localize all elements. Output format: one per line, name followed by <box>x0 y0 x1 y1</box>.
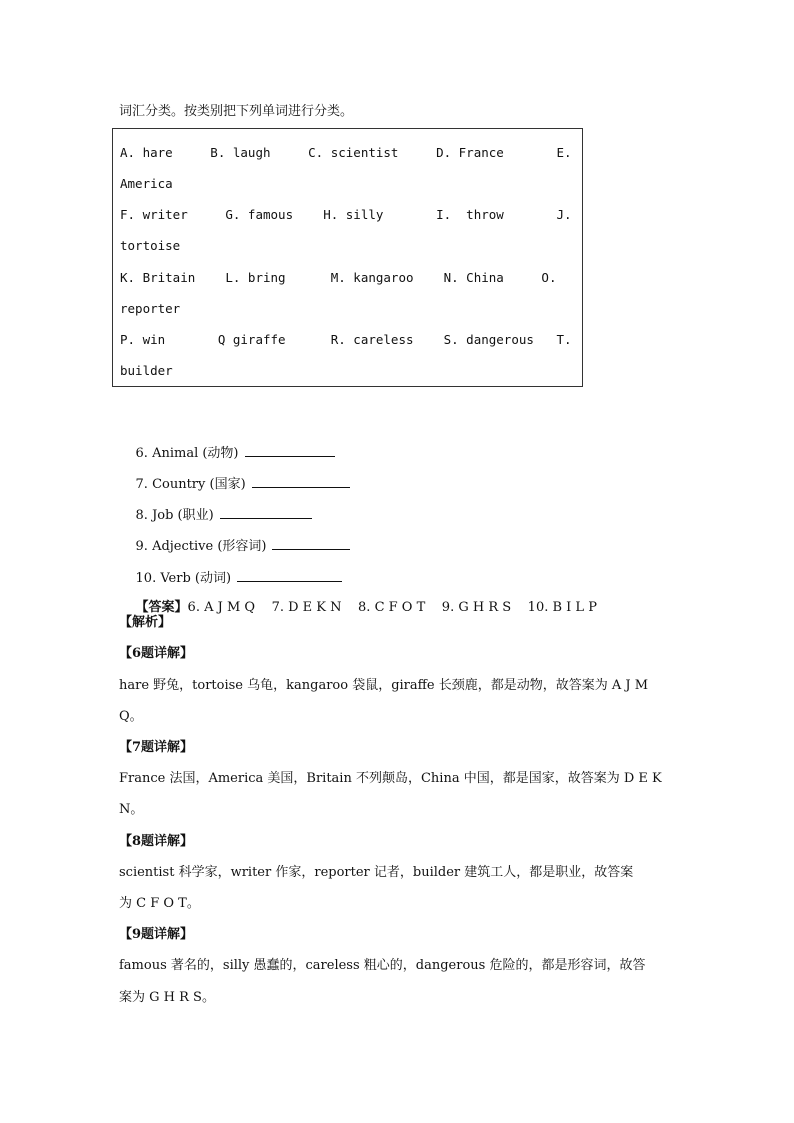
detail-line: hare 野兔，tortoise 乌龟，kangaroo 袋鼠，giraffe 长颈鹿，都是动物，故答案为 A J M <box>119 678 649 693</box>
word-box-line: reporter <box>120 301 181 316</box>
answer-blank[interactable] <box>245 444 335 457</box>
word-box-line: P. win Q giraffe R. careless S. dangerous T. <box>120 332 572 347</box>
answer-blank[interactable] <box>272 537 350 550</box>
analysis-tag: 【解析】 <box>119 615 172 630</box>
detail-line: 为 C F O T。 <box>119 896 200 911</box>
word-box-line: K. Britain L. bring M. kangaroo N. China O. <box>120 270 557 285</box>
question-label: 7. Country (国家) <box>135 477 246 492</box>
answer-line <box>119 584 597 632</box>
detail-line: scientist 科学家，writer 作家，reporter 记者，builder 建筑工人，都是职业，故答案 <box>119 865 634 880</box>
detail-heading: 【8题详解】 <box>119 834 194 849</box>
answer-tag: 【答案】 <box>135 600 188 615</box>
answer-blank[interactable] <box>220 506 312 519</box>
answer-blank[interactable] <box>252 475 350 488</box>
detail-line: France 法国，America 美国，Britain 不列颠岛，China 中国，都是国家，故答案为 D E K <box>119 771 662 786</box>
detail-line: Q。 <box>119 709 143 724</box>
answer-blank[interactable] <box>237 569 342 582</box>
question-label: 10. Verb (动词) <box>135 571 232 586</box>
word-box-line: A. hare B. laugh C. scientist D. France E. <box>120 145 572 160</box>
word-box-line: America <box>120 176 173 191</box>
detail-heading: 【7题详解】 <box>119 740 194 755</box>
detail-heading: 【9题详解】 <box>119 927 194 942</box>
word-box-line: tortoise <box>120 238 181 253</box>
word-box-line: F. writer G. famous H. silly I. throw J. <box>120 207 572 222</box>
detail-line: famous 著名的，silly 愚蠢的，careless 粗心的，dangerous 危险的，都是形容词，故答 <box>119 958 646 973</box>
detail-line: N。 <box>119 802 144 817</box>
question-label: 9. Adjective (形容词) <box>135 539 267 554</box>
detail-heading: 【6题详解】 <box>119 646 194 661</box>
word-box-line: builder <box>120 363 173 378</box>
instruction-text: 词汇分类。按类别把下列单词进行分类。 <box>119 104 354 119</box>
question-label: 6. Animal (动物) <box>135 446 239 461</box>
detail-line: 案为 G H R S。 <box>119 990 215 1005</box>
word-list-box <box>112 128 583 387</box>
answer-text: 6. A J M Q 7. D E K N 8. C F O T 9. G H R S 10. B I L P <box>187 600 597 615</box>
question-label: 8. Job (职业) <box>135 508 214 523</box>
